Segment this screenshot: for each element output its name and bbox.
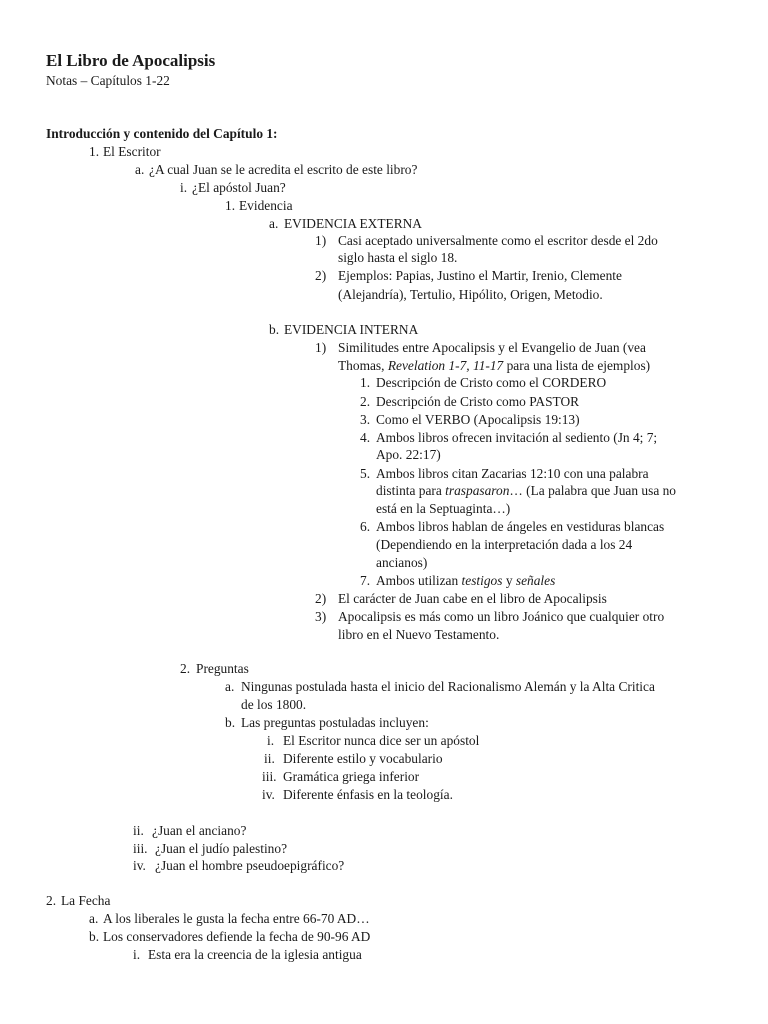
text-span: para una lista de ejemplos) [503, 358, 651, 373]
text-span: Ambos libros citan Zacarias 12:10 con una palabra [376, 466, 649, 481]
text-span: El Escritor [103, 144, 161, 159]
outline-marker: ii. [133, 823, 144, 838]
outline-item-text [284, 321, 418, 339]
outline-item-text [376, 446, 441, 464]
outline-marker: 1. [360, 375, 371, 390]
outline-item-text [376, 572, 555, 590]
text-span: Los conservadores defiende la fecha de 90-96 AD [103, 929, 371, 944]
outline-marker: b. [89, 929, 100, 944]
text-span: EVIDENCIA INTERNA [284, 322, 419, 337]
outline-marker: 1. [89, 144, 100, 159]
text-span: Descripción de Cristo como PASTOR [376, 394, 580, 409]
outline-item-text [148, 946, 362, 964]
outline-marker: 2. [180, 661, 191, 676]
text-span: EVIDENCIA EXTERNA [284, 216, 422, 231]
outline-item-text [376, 500, 510, 518]
outline-marker: 1) [315, 340, 327, 355]
text-span: y [502, 573, 516, 588]
outline-marker: 2. [360, 394, 371, 409]
text-span: El carácter de Juan cabe en el libro de Apocalipsis [338, 591, 607, 606]
outline-item-text [376, 411, 580, 429]
outline-item-text [284, 215, 422, 233]
outline-item-text [155, 840, 287, 858]
outline-item-text [338, 232, 658, 250]
outline-item-text [376, 482, 676, 500]
outline-marker: 2. [46, 893, 57, 908]
text-span: Esta era la creencia de la iglesia antigua [148, 947, 362, 962]
outline-item-text [338, 339, 646, 357]
text-span: distinta para [376, 483, 446, 498]
outline-item-text [283, 750, 443, 768]
outline-item-text [338, 357, 650, 375]
text-span: Ambos libros ofrecen invitación al sediento (Jn 4; 7; [376, 430, 658, 445]
outline-marker: 3) [315, 609, 327, 624]
outline-marker: ii. [264, 751, 275, 766]
outline-item-text [103, 143, 161, 161]
outline-item-text [103, 928, 370, 946]
outline-marker: iii. [262, 769, 277, 784]
section-heading: Introducción y contenido del Capítulo 1: [46, 126, 278, 141]
outline-item-text [241, 714, 429, 732]
outline-item-text [283, 732, 479, 750]
text-span: siglo hasta el siglo 18. [338, 250, 458, 265]
text-span: Thomas, [338, 358, 388, 373]
text-span: Casi aceptado universalmente como el escritor desde el 2do [338, 233, 658, 248]
text-span: … (La palabra que Juan usa no [509, 483, 677, 498]
outline-item-text [338, 267, 622, 285]
outline-item-text [196, 660, 249, 678]
outline-item-text [338, 608, 664, 626]
outline-marker: i. [180, 180, 188, 195]
text-span: Apo. 22:17) [376, 447, 441, 462]
text-span: Ejemplos: Papias, Justino el Martir, Irenio, Clemente [338, 268, 622, 283]
text-span: (Alejandría), Tertulio, Hipólito, Origen, Metodio. [338, 287, 603, 302]
outline-marker: 7. [360, 573, 371, 588]
outline-item-text [376, 374, 606, 392]
text-span: El Escritor nunca dice ser un apóstol [283, 733, 480, 748]
text-span: libro en el Nuevo Testamento. [338, 627, 500, 642]
text-span: Evidencia [239, 198, 293, 213]
text-span: Similitudes entre Apocalipsis y el Evangelio de Juan (vea [338, 340, 646, 355]
outline-marker: a. [225, 679, 235, 694]
text-span: Diferente énfasis en la teología. [283, 787, 453, 802]
italic-text: testigos [461, 573, 503, 588]
text-span: ¿Juan el hombre pseudoepigráfico? [155, 858, 345, 873]
outline-item-text [376, 393, 579, 411]
outline-item-text [376, 465, 649, 483]
outline-item-text [241, 678, 655, 696]
text-span: A los liberales le gusta la fecha entre 66-70 AD… [103, 911, 370, 926]
text-span: Ambos utilizan [376, 573, 462, 588]
text-span: La Fecha [61, 893, 111, 908]
outline-marker: 3. [360, 412, 371, 427]
outline-item-text [338, 286, 603, 304]
document-subtitle: Notas – Capítulos 1-22 [46, 73, 170, 88]
text-span: Preguntas [196, 661, 249, 676]
text-span: Como el VERBO (Apocalipsis 19:13) [376, 412, 580, 427]
outline-item-text [155, 857, 344, 875]
document-title: El Libro de Apocalipsis [46, 51, 216, 70]
text-span: Gramática griega inferior [283, 769, 420, 784]
outline-item-text [376, 518, 664, 536]
text-span: (Dependiendo en la interpretación dada a los 24 [376, 537, 633, 552]
text-span: ¿A cual Juan se le acredita el escrito de este libro? [149, 162, 418, 177]
outline-item-text [283, 768, 419, 786]
outline-marker: iv. [262, 787, 275, 802]
outline-marker: iv. [133, 858, 146, 873]
text-span: Ambos libros hablan de ángeles en vestiduras blancas [376, 519, 665, 534]
text-span: está en la Septuaginta…) [376, 501, 511, 516]
outline-item-text [103, 910, 370, 928]
outline-item-text [376, 536, 632, 554]
outline-marker: a. [269, 216, 279, 231]
outline-marker: 2) [315, 591, 327, 606]
outline-item-text [192, 179, 286, 197]
text-span: Ningunas postulada hasta el inicio del Racionalismo Alemán y la Alta Critica [241, 679, 655, 694]
text-span: ¿Juan el judío palestino? [155, 841, 288, 856]
italic-text: señales [515, 573, 556, 588]
outline-marker: 4. [360, 430, 371, 445]
outline-marker: iii. [133, 841, 148, 856]
text-span: Diferente estilo y vocabulario [283, 751, 443, 766]
text-span: ¿El apóstol Juan? [192, 180, 286, 195]
text-span: ¿Juan el anciano? [152, 823, 247, 838]
outline-item-text [239, 197, 293, 215]
outline-item-text [338, 249, 457, 267]
outline-item-text [338, 626, 499, 644]
outline-marker: a. [135, 162, 145, 177]
outline-item-text [283, 786, 453, 804]
text-span: Las preguntas postuladas incluyen: [241, 715, 429, 730]
outline-marker: b. [269, 322, 280, 337]
outline-marker: 1. [225, 198, 236, 213]
outline-marker: i. [133, 947, 141, 962]
outline-marker: 2) [315, 268, 327, 283]
text-span: Apocalipsis es más como un libro Joánico que cualquier otro [338, 609, 665, 624]
italic-text: Revelation 1-7, 11-17 [387, 358, 504, 373]
text-span: Descripción de Cristo como el CORDERO [376, 375, 607, 390]
outline-marker: a. [89, 911, 99, 926]
outline-marker: 6. [360, 519, 371, 534]
outline-marker: b. [225, 715, 236, 730]
outline-item-text [61, 892, 110, 910]
outline-item-text [338, 590, 607, 608]
text-span: ancianos) [376, 555, 428, 570]
outline-item-text [241, 696, 306, 714]
outline-item-text [149, 161, 417, 179]
outline-marker: i. [267, 733, 275, 748]
outline-marker: 5. [360, 466, 371, 481]
text-span: de los 1800. [241, 697, 307, 712]
outline-item-text [376, 554, 427, 572]
outline-item-text [152, 822, 246, 840]
outline-item-text [376, 429, 657, 447]
outline-marker: 1) [315, 233, 327, 248]
italic-text: traspasaron [445, 483, 510, 498]
